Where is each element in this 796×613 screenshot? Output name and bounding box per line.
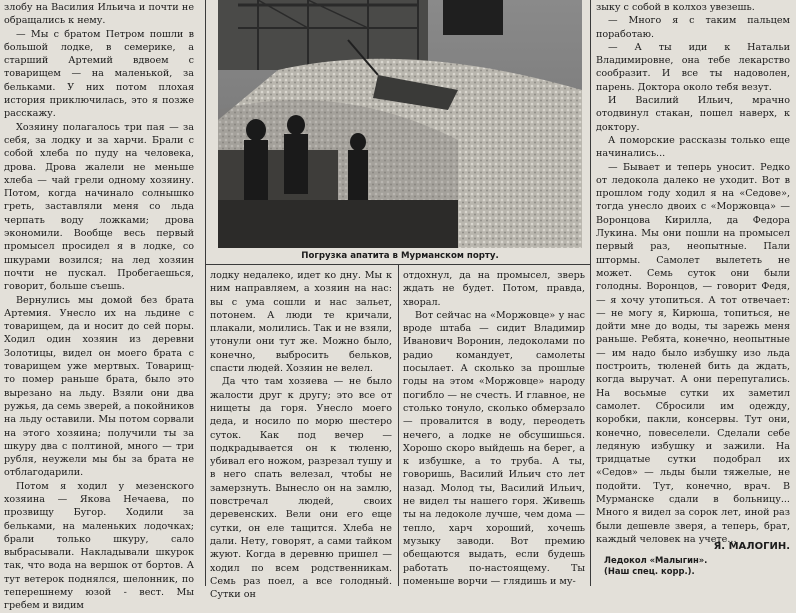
paragraph: Хозяину полагалось три пая — за себя, за лодку и за харчи. Брали с собой хлеба по пуду на человека, дрова. Дрова жалели не меньше хлеба — чай грели одному хозяину. Потом, когда начинало солнышко греть, заставляли меня со льда черпать воду ложками; дрова экономили. Вообще весь первый промысел просидел я в лодке, со шкурами возился; на лед хозяин почти не пускал. Пробегаешься, говорит, больше съешь. xyxy=(4,121,194,293)
author-signature: Я. МАЛОГИН. xyxy=(713,541,790,552)
paragraph: Да что там хозяева — не было жалости друг к другу; это все от нищеты да горя. Унесло моего деда, и носило по морю шестеро суток. Как под вечер — подкрадывается он к тюленю, убивал его ножом, разрезал тушу и в него спать велезал, чтобы не замерзнуть. Вынесло он на замлю, повстречал людей, своих деревенских. Вели они его еще сутки, он еле тащится. Хлеба не дали. Нету, говорят, а сами тайком жуют. Когда в деревню пришел — ходил по всем родственникам. Семь раз поел, а все голодный. Сутки он xyxy=(210,376,392,601)
paragraph: — Мы с братом Петром пошли в большой лодке, в семерике, а старший Артемий вдвоем с товарищем — на маленькой, за бельками. У них потом плохая история приключилась, это я позже расскажу. xyxy=(4,28,194,120)
paragraph: — Бывает и теперь уносит. Редко от ледокола далеко не уходит. Вот в прошлом году ходил я на «Седове», тогда унесло двоих с «Моржовца» — Воронцова Кирилла, да Федора Лукина. Мы они пошли на промысел первый раз, неопытные. Пали штормы. Самолет вылететь не может. Семь суток они были голодны. Воронцов, — говорит Федя, — я хочу утопиться. А тот отвечает: — не могу я, Кирюша, топиться, не дойти мне до воды, ты зарежь меня раньше. Ребята, конечно, неопытные — им надо было избушку изо льда построить, тюленей бить да ждать, когда выручат. А они перепугались. На восьмые сутки их заметил самолет. Сбросили им одежду, коробки, пакли, консервы. Тут они, конечно, повеселели. Сделали себе ледяную избушку и зажили. На тридцатые сутки подобрал их «Седов» — льды были тяжелые, не подойти. Тут, конечно, врач. В Мурманске сдали в больницу... Много я видел за сорок лет, иной раз были дешевле зверя, а теперь, брат, каждый человек на учете... xyxy=(596,161,790,545)
column-divider xyxy=(590,0,591,586)
paragraph: Вот сейчас на «Моржовце» у нас вроде штаба — сидит Владимир Иванович Воронин, ледоколами по радио командует, самолеты посылает. А сколько за прошлые годы на этом «Моржовце» народу погибло — не счесть. И главное, не столько тонуло, сколько обмерзало — провалится в воду, переодеть нечего, а лодке не обсушишься. Хорошо скоро выйдешь на берег, а к избушке, а то труба. А ты, говоришь, Василий Ильич сто лет назад. Молод ты, Василий Ильич, не видел ты нашего горя. Живешь ты на ледоколе лучше, чем дома — тепло, харч хороший, хочешь музыку заводи. Вот премию обещаются выдать, если будешь работать по-настоящему. Ты поменьше ворчи — глядишь и му- xyxy=(403,309,585,587)
paragraph: Потом я ходил у мезенского хозяина — Якова Нечаева, по прозвищу Бугор. Ходили за бельками, на маленьких лодочках; брали только шкуру, сало выбрасывали. Накладывали шкурок так, что вода на вершок от бортов. А тут ветерок поднялся, шелонник, по теперешнему юзой - вест. Мы гребем и видим xyxy=(4,480,194,612)
photo-caption: Погрузка апатита в Мурманском порту. xyxy=(301,251,499,261)
dateline-correspondent: (Наш спец. корр.). xyxy=(604,566,695,576)
port-photo xyxy=(218,0,582,248)
column-1 xyxy=(4,1,194,612)
paragraph: И Василий Ильич, мрачно отодвинул стакан, пошел наверх, к доктору. xyxy=(596,95,790,133)
column-4 xyxy=(596,1,790,545)
paragraph: — А ты иди к Натальи Владимировне, она тебе лекарство сообразит. И все ты надоволен, парень. Доктора около тебя везут. xyxy=(596,41,790,93)
paragraph: Вернулись мы домой без брата Артемия. Унесло их на льдине с товарищем, да и носит до сей поры. Ходил один хозяин из деревни Золотицы, видел он моего брата с товарищем уже мертвых. Товарищ-то помер раньше брата, было это вырезано на льду. Взяли они два ружья, да семь зверей, а покойников на льду оставили. Мы потом сорвали на этого хозяина; получили ты за шкуру два с полтиной, много — три рубля, неужели мы бы за брата не отблагодарили. xyxy=(4,294,194,479)
paragraph: — Много я с таким пальцем поработаю. xyxy=(596,15,790,40)
column-divider xyxy=(205,0,206,586)
dateline xyxy=(604,555,790,577)
dateline-ship: Ледокол «Малыгин». xyxy=(604,555,708,565)
paragraph: злобу на Василия Ильича и почти не обращались к нему. xyxy=(4,2,194,27)
apatite-loading-photo xyxy=(218,0,582,248)
column-divider xyxy=(398,264,399,586)
column-2 xyxy=(210,269,392,601)
column-3 xyxy=(403,269,585,586)
paragraph: лодку недалеко, идет ко дну. Мы к ним направляем, а хозяин на нас: вы с ума сошли и нас зальет, потонем. А люди те кричали, плакали, молились. Так и не взяли, утонули они тут же. Можно было, конечно, выбросить бельков, спасти людей. Хозяин не велел. xyxy=(210,270,392,375)
paragraph: А поморские рассказы только еще начинались... xyxy=(596,134,790,160)
paragraph: отдохнул, да на промысел, зверь ждать не будет. Потом, правда, хворал. xyxy=(403,270,585,308)
paragraph: зыку с собой в колхоз увезешь. xyxy=(596,2,755,13)
